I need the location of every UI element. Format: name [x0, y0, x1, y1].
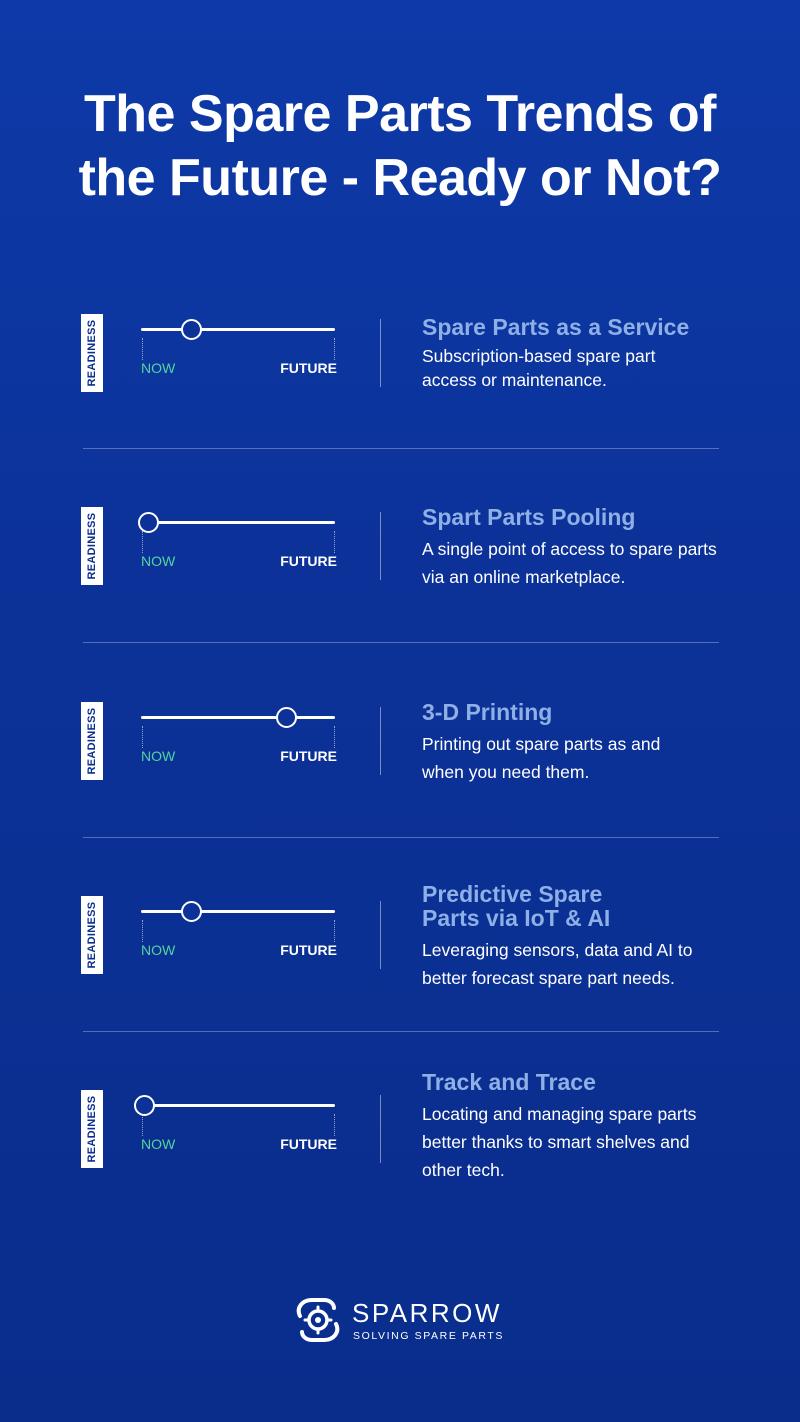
slider-tick-start: [142, 726, 143, 748]
page-title: [0, 82, 800, 210]
trend-description: Subscription-based spare part access or maintenance.: [422, 346, 656, 390]
trend-item-4: [0, 881, 800, 1032]
slider-tick-end: [334, 1114, 335, 1136]
readiness-slider: [141, 511, 337, 581]
title-line-1: The Spare Parts Trends of: [84, 85, 716, 143]
slider-tick-end: [334, 338, 335, 360]
readiness-tag: [81, 702, 103, 780]
trend-text: [422, 505, 742, 591]
section-divider: [83, 642, 719, 643]
slider-tick-start: [142, 920, 143, 942]
vertical-separator: [380, 319, 381, 387]
trend-item-5: [0, 1069, 800, 1226]
readiness-tag: [81, 896, 103, 974]
trend-text: [422, 882, 742, 992]
readiness-slider: [141, 318, 337, 388]
now-label: NOW: [141, 1136, 176, 1152]
slider-tick-start: [142, 1114, 143, 1136]
slider-tick-start: [142, 338, 143, 360]
trend-heading: 3-D Printing: [422, 699, 553, 725]
now-label: NOW: [141, 360, 176, 376]
section-divider: [83, 1031, 719, 1032]
trend-item-2: [0, 503, 800, 643]
title-line-2: the Future - Ready or Not?: [78, 149, 722, 207]
readiness-tag: [81, 507, 103, 585]
readiness-label: READINESS: [86, 1095, 98, 1163]
readiness-tag: [81, 314, 103, 392]
trend-item-3: [0, 698, 800, 838]
trend-heading: Spare Parts as a Service: [422, 314, 690, 340]
slider-tick-end: [334, 920, 335, 942]
readiness-slider: [141, 706, 337, 776]
trend-description: Printing out spare parts as and when you need them.: [422, 734, 661, 782]
trend-item-1: [0, 310, 800, 450]
future-label: FUTURE: [280, 748, 337, 764]
trend-text: [422, 1070, 742, 1184]
slider-tick-end: [334, 531, 335, 553]
slider-knob: [138, 512, 159, 533]
readiness-label: READINESS: [86, 707, 98, 775]
trend-heading: Spart Parts Pooling: [422, 504, 636, 530]
trend-heading: Track and Trace: [422, 1069, 596, 1095]
slider-knob: [181, 901, 202, 922]
slider-track: [141, 521, 335, 524]
vertical-separator: [380, 707, 381, 775]
vertical-separator: [380, 512, 381, 580]
readiness-label: READINESS: [86, 319, 98, 387]
slider-tick-start: [142, 531, 143, 553]
future-label: FUTURE: [280, 1136, 337, 1152]
slider-knob: [276, 707, 297, 728]
now-label: NOW: [141, 748, 176, 764]
slider-knob: [181, 319, 202, 340]
slider-track: [141, 1104, 335, 1107]
slider-track: [141, 716, 335, 719]
trend-description: A single point of access to spare parts via an online marketplace.: [422, 539, 717, 587]
now-label: NOW: [141, 942, 176, 958]
readiness-slider: [141, 900, 337, 970]
trend-text: [422, 315, 742, 392]
readiness-label: READINESS: [86, 512, 98, 580]
future-label: FUTURE: [280, 553, 337, 569]
slider-track: [141, 910, 335, 913]
brand-tagline: SOLVING SPARE PARTS: [353, 1330, 504, 1342]
readiness-label: READINESS: [86, 901, 98, 969]
future-label: FUTURE: [280, 360, 337, 376]
vertical-separator: [380, 1095, 381, 1163]
readiness-tag: [81, 1090, 103, 1168]
slider-tick-end: [334, 726, 335, 748]
vertical-separator: [380, 901, 381, 969]
trend-description: Locating and managing spare parts better thanks to smart shelves and other tech.: [422, 1104, 697, 1180]
now-label: NOW: [141, 553, 176, 569]
sparrow-logo: [290, 1290, 520, 1350]
sparrow-s-gear-icon: [290, 1292, 346, 1348]
readiness-slider: [141, 1094, 337, 1164]
future-label: FUTURE: [280, 942, 337, 958]
trend-description: Leveraging sensors, data and AI to better forecast spare part needs.: [422, 940, 693, 988]
slider-knob: [134, 1095, 155, 1116]
section-divider: [83, 448, 719, 449]
slider-track: [141, 328, 335, 331]
trend-text: [422, 700, 742, 786]
brand-name: SPARROW: [352, 1298, 502, 1328]
section-divider: [83, 837, 719, 838]
trend-heading: Predictive Spare Parts via IoT & AI: [422, 881, 611, 931]
